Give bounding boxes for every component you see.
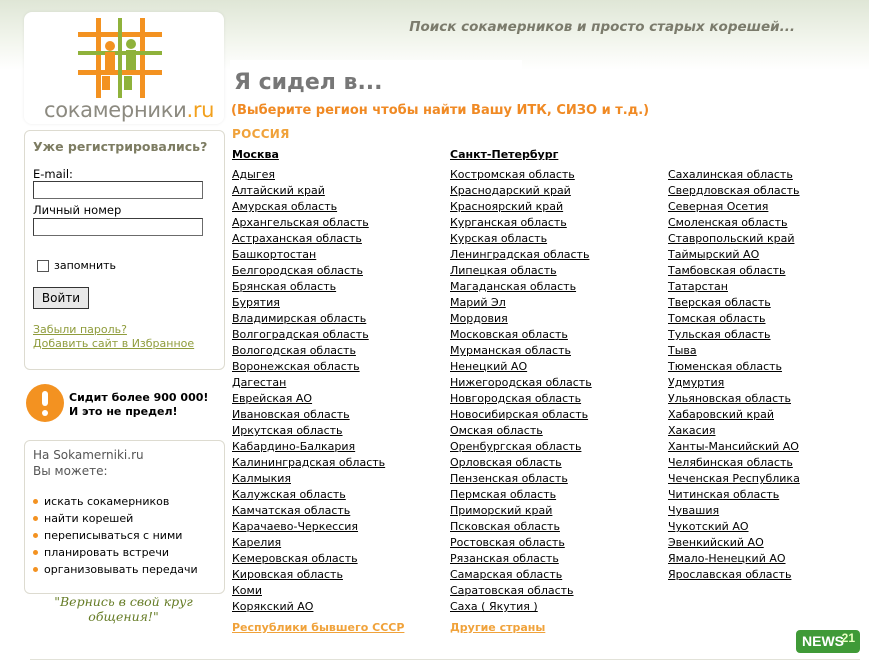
region-link[interactable]: Новгородская область [450,392,582,405]
logo[interactable] [24,12,224,124]
region-link[interactable]: Карелия [232,536,282,549]
region-link[interactable]: Хакасия [668,424,716,437]
region-link[interactable]: Алтайский край [232,184,325,197]
bullet-icon [33,499,38,504]
region-link[interactable]: Пермская область [450,488,557,501]
region-link[interactable]: Еврейская АО [232,392,313,405]
region-link[interactable]: Московская область [450,328,568,341]
region-link[interactable]: Омская область [450,424,543,437]
region-link[interactable]: Орловская область [450,456,562,469]
city-link-spb[interactable]: Санкт-Петербург [450,148,559,161]
region-link[interactable]: Кабардино-Балкария [232,440,356,453]
region-link[interactable]: Ленинградская область [450,248,590,261]
region-link[interactable]: Саратовская область [450,584,574,597]
region-link[interactable]: Бурятия [232,296,280,309]
region-link[interactable]: Чувашия [668,504,720,517]
region-link[interactable]: Эвенкийский АО [668,536,764,549]
region-link[interactable]: Тыва [668,344,697,357]
region-link[interactable]: Мордовия [450,312,508,325]
region-link[interactable]: Марий Эл [450,296,506,309]
region-link[interactable]: Красноярский край [450,200,564,213]
news-badge[interactable]: NEWS 21 [796,630,860,653]
region-link[interactable]: Кировская область [232,568,343,581]
region-link[interactable]: Оренбургская область [450,440,582,453]
region-link[interactable]: Чеченская Республика [668,472,800,485]
region-link[interactable]: Нижегородская область [450,376,592,389]
exclamation-icon [26,384,64,422]
region-link[interactable]: Таймырский АО [668,248,760,261]
region-link[interactable]: Смоленская область [668,216,788,229]
feature-item: организовывать передачи [33,563,198,576]
region-link[interactable]: Тамбовская область [668,264,786,277]
region-link[interactable]: Рязанская область [450,552,559,565]
email-label: E-mail: [33,167,73,181]
region-link[interactable]: Дагестан [232,376,287,389]
region-link[interactable]: Мурманская область [450,344,571,357]
tagline: Поиск сокамерников и просто старых корешей... [409,19,795,35]
region-link[interactable]: Белгородская область [232,264,363,277]
region-link[interactable]: Ямало-Ненецкий АО [668,552,786,565]
region-link[interactable]: Адыгея [232,168,275,181]
region-link[interactable]: Магаданская область [450,280,577,293]
region-link[interactable]: Ярославская область [668,568,792,581]
region-link[interactable]: Приморский край [450,504,553,517]
bullet-icon [33,550,38,555]
region-link[interactable]: Калужская область [232,488,346,501]
region-link[interactable]: Тверская область [668,296,771,309]
features-panel [24,440,225,594]
logo-grid-icon [78,18,162,98]
login-button[interactable]: Войти [33,287,89,309]
region-link[interactable]: Свердловская область [668,184,800,197]
feature-item: переписываться с ними [33,529,182,542]
region-link[interactable]: Тульская область [668,328,771,341]
region-column-3 [668,167,800,583]
bullet-icon [33,533,38,538]
region-link[interactable]: Амурская область [232,200,338,213]
login-title: Уже регистрировались? [33,139,208,154]
region-link[interactable]: Новосибирская область [450,408,589,421]
feature-item: искать сокамерников [33,495,169,508]
region-link[interactable]: Ханты-Мансийский АО [668,440,799,453]
region-link[interactable]: Башкортостан [232,248,317,261]
region-link[interactable]: Татарстан [668,280,728,293]
region-link[interactable]: Вологодская область [232,344,356,357]
region-link[interactable]: Хабаровский край [668,408,774,421]
region-link[interactable]: Ивановская область [232,408,350,421]
region-link[interactable]: Липецкая область [450,264,557,277]
region-link[interactable]: Кемеровская область [232,552,358,565]
region-link[interactable]: Коми [232,584,262,597]
region-link[interactable]: Костромская область [450,168,575,181]
region-link[interactable]: Иркутская область [232,424,343,437]
region-link[interactable]: Челябинская область [668,456,793,469]
region-link[interactable]: Калмыкия [232,472,291,485]
logo-text: сокамерники.ru [44,98,215,122]
region-link[interactable]: Тюменская область [668,360,783,373]
login-panel [24,130,225,370]
region-link[interactable]: Самарская область [450,568,563,581]
region-link[interactable]: Удмуртия [668,376,725,389]
remember-label: запомнить [54,259,117,272]
region-link[interactable]: Владимирская область [232,312,367,325]
region-link[interactable]: Курганская область [450,216,567,229]
other-countries-link[interactable]: Другие страны [450,621,546,634]
region-link[interactable]: Архангельская область [232,216,369,229]
email-field[interactable] [33,181,203,199]
region-link[interactable]: Краснодарский край [450,184,571,197]
region-link[interactable]: Брянская область [232,280,337,293]
region-link[interactable]: Северная Осетия [668,200,769,213]
region-link[interactable]: Курская область [450,232,548,245]
remember-row [37,259,116,272]
region-link[interactable]: Читинская область [668,488,780,501]
region-link[interactable]: Калининградская область [232,456,386,469]
remember-checkbox[interactable] [37,260,49,272]
page-subtitle: (Выберите регион чтобы найти Вашу ИТК, СИЗО и т.д.) [231,103,650,118]
promo-text: Сидит более 900 000! И это не предел! [69,391,209,418]
region-link[interactable]: Корякский АО [232,600,314,613]
region-link[interactable]: Ненецкий АО [450,360,528,373]
forgot-password-link[interactable]: Забыли пароль? [33,323,127,336]
section-title-russia: РОССИЯ [232,127,290,141]
region-link[interactable]: Ульяновская область [668,392,792,405]
feature-item: планировать встречи [33,546,169,559]
region-link[interactable]: Псковская область [450,520,560,533]
id-number-field[interactable] [33,218,203,236]
footer-divider [30,659,860,660]
region-link[interactable]: Чукотский АО [668,520,749,533]
region-link[interactable]: Пензенская область [450,472,568,485]
region-link[interactable]: Сахалинская область [668,168,793,181]
region-link[interactable]: Астраханская область [232,232,362,245]
city-link-moscow[interactable]: Москва [232,148,279,161]
region-link[interactable]: Воронежская область [232,360,360,373]
region-link[interactable]: Камчатская область [232,504,351,517]
region-link[interactable]: Волгоградская область [232,328,369,341]
region-link[interactable]: Саха ( Якутия ) [450,600,538,613]
id-label: Личный номер [33,203,122,217]
region-link[interactable]: Ставропольский край [668,232,795,245]
region-column-1 [232,167,385,615]
former-ussr-link[interactable]: Республики бывшего СССР [232,621,405,634]
add-favorite-link[interactable]: Добавить сайт в Избранное [33,337,195,350]
feature-item: найти корешей [33,512,133,525]
region-link[interactable]: Томская область [668,312,766,325]
bullet-icon [33,516,38,521]
region-link[interactable]: Карачаево-Черкессия [232,520,359,533]
bullet-icon [33,567,38,572]
page-title: Я сидел в... [234,70,383,95]
region-column-2 [450,167,592,615]
region-link[interactable]: Ростовская область [450,536,565,549]
slogan-quote: "Вернись в свой круг общения!" [54,594,193,624]
features-title: На Sokamerniki.ru Вы можете: [33,448,144,478]
